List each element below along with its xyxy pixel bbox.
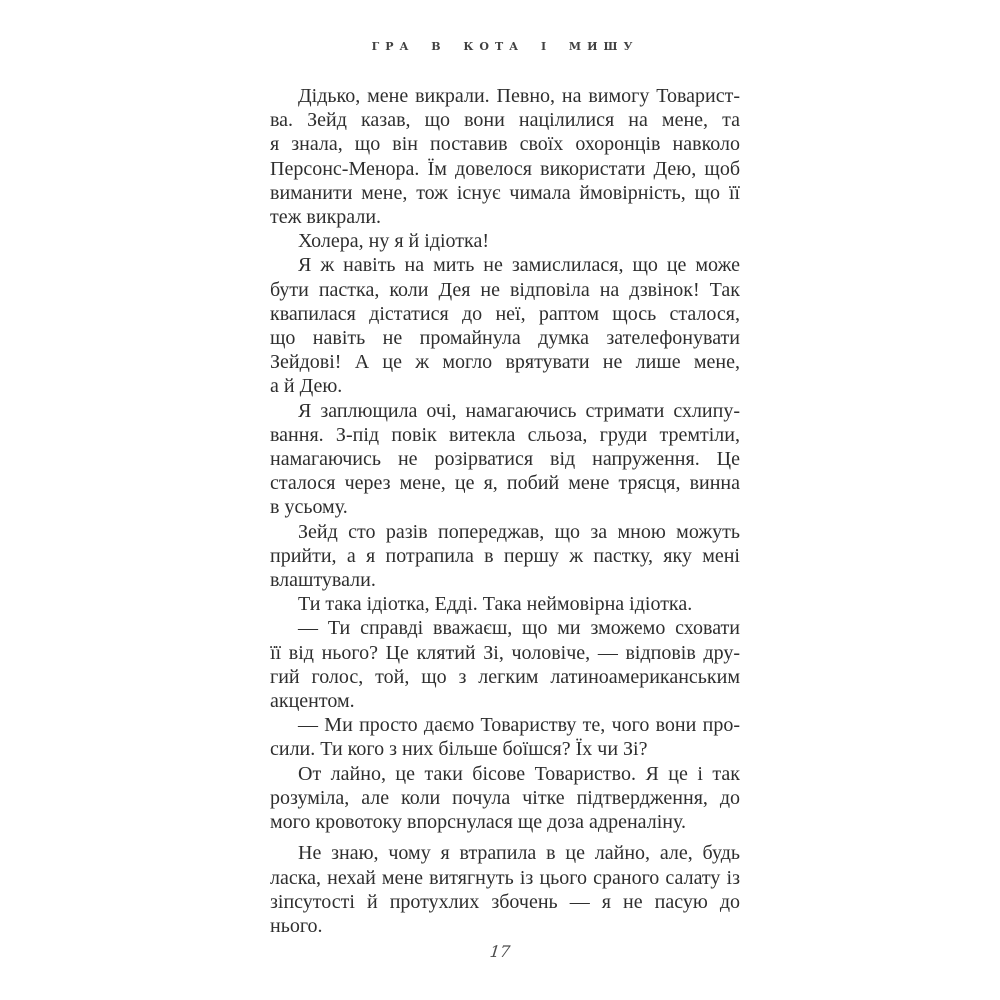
text-line: а й Дею. (270, 375, 343, 398)
page-number: 17 (488, 942, 512, 961)
text-line: теж викрали. (270, 206, 382, 229)
text-line: намагаючись не розірватися від напруження. Це (270, 448, 740, 471)
paragraph (270, 841, 740, 938)
paragraph (270, 229, 740, 253)
text-line: Зейдові! А це ж могло врятувати не лише мене, (270, 351, 740, 374)
paragraph (270, 253, 740, 398)
text-line: влаштували. (270, 569, 376, 592)
paragraph (270, 592, 740, 616)
text-line: квапилася дістатися до неї, раптом щось сталося, (270, 302, 740, 325)
text-line: От лайно, це таки бісове Товариство. Я це і так (298, 762, 740, 785)
text-line: Я ж навіть на мить не замислилася, що це може (298, 254, 740, 277)
page-text (270, 84, 740, 938)
text-line: в усьому. (270, 496, 348, 519)
paragraph (270, 713, 740, 761)
text-line: виманити мене, тож існує чимала ймовірність, що її (270, 181, 740, 204)
running-header: ГРА В КОТА І МИШУ (371, 40, 639, 53)
text-line: що навіть не промайнула думка зателефонувати (270, 327, 740, 350)
text-line: ласка, нехай мене витягнуть із цього сраного салату із (270, 866, 740, 889)
paragraph (270, 616, 740, 713)
text-line: розуміла, але коли почула чітке підтвердження, до (270, 786, 740, 809)
text-line: зіпсутості й протухлих збочень — я не пасую до нього. (270, 890, 740, 937)
text-line: Не знаю, чому я втрапила в це лайно, але, будь (298, 842, 740, 865)
paragraph (270, 84, 740, 229)
text-line: Холера, ну я й ідіотка! (298, 230, 489, 253)
paragraph (270, 399, 740, 520)
text-line: прийти, а я потрапила в першу ж пастку, яку мені (270, 544, 740, 567)
text-line: — Ти справді вважаєш, що ми зможемо сховати (298, 617, 740, 640)
text-line: мого кровотоку впорснулася ще доза адреналіну. (270, 811, 686, 834)
text-line: я знала, що він поставив своїх охоронців навколо (270, 133, 740, 156)
text-line: Я заплющила очі, намагаючись стримати схлипу- (298, 399, 740, 422)
text-line: сили. Ти кого з них більше боїшся? Їх чи Зі? (270, 738, 648, 761)
paragraph (270, 520, 740, 593)
text-line: бути пастка, коли Дея не відповіла на дзвінок! Так (270, 278, 740, 301)
text-line: Зейд сто разів попереджав, що за мною можуть (298, 520, 740, 543)
text-line: ва. Зейд казав, що вони націлилися на мене, та (270, 109, 740, 132)
text-line: її від нього? Це клятий Зі, чоловіче, — відповів дру- (270, 641, 740, 664)
text-line: гий голос, той, що з легким латиноамериканським (270, 665, 740, 688)
text-line: сталося через мене, це я, побий мене трясця, винна (270, 472, 740, 495)
text-line: акцентом. (270, 690, 355, 713)
text-line: Ти така ідіотка, Едді. Така неймовірна ідіотка. (298, 593, 693, 616)
text-line: — Ми просто даємо Товариству те, чого вони про- (298, 714, 740, 737)
text-line: вання. З-під повік витекла сльоза, груди тремтіли, (270, 423, 740, 446)
paragraph (270, 762, 740, 835)
text-line: Персонс-Менора. Їм довелося використати Дею, щоб (270, 157, 740, 180)
text-line: Дідько, мене викрали. Певно, на вимогу Товарист- (298, 85, 740, 107)
